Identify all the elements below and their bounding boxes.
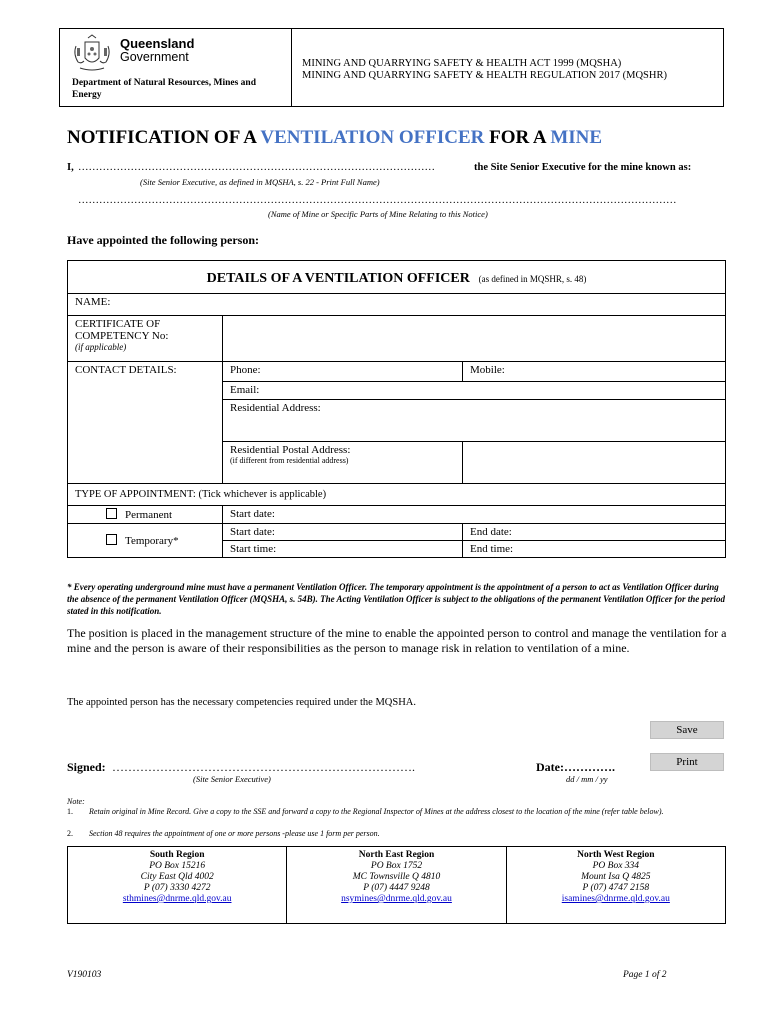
cert-label-2: COMPETENCY No:: [75, 330, 169, 342]
cert-input[interactable]: [223, 316, 726, 362]
temporary-end-time-label: End time:: [470, 543, 514, 555]
region-city: City East Qld 4002: [140, 872, 214, 882]
temporary-end-date-field[interactable]: [463, 524, 726, 541]
title-part-2: VENTILATION OFFICER: [260, 127, 485, 148]
title-part-1: NOTIFICATION OF A: [67, 127, 261, 148]
temporary-label: Temporary*: [125, 535, 179, 547]
temporary-option[interactable]: [68, 524, 223, 558]
region-name: North East Region: [358, 850, 435, 860]
temporary-checkbox[interactable]: [106, 534, 117, 545]
details-heading: [68, 261, 726, 294]
note-1: Retain original in Mine Record. Give a copy to the SSE and forward a copy to the Regional Inspector of Mines at the address closest to the location of the mine (refer table below).: [89, 807, 664, 816]
region-city: Mount Isa Q 4825: [581, 872, 651, 882]
act-line-2: MINING AND QUARRYING SAFETY & HEALTH REGULATION 2017 (MQSHR): [302, 70, 667, 81]
cert-label-cell: [68, 316, 223, 362]
signed-caption: (Site Senior Executive): [193, 774, 271, 784]
mine-name-field[interactable]: ………………………………………………………………………………………………………………………………………………………: [78, 195, 677, 206]
region-box: PO Box 15216: [149, 861, 206, 871]
details-heading-title: DETAILS OF A VENTILATION OFFICER: [206, 271, 470, 286]
details-heading-note: (as defined in MQSHR, s. 48): [478, 274, 587, 284]
page-number: Page 1 of 2: [623, 970, 667, 980]
postal-note: (if different from residential address): [230, 456, 349, 465]
details-table: [67, 260, 726, 558]
date-caption: dd / mm / yy: [566, 774, 608, 784]
region-email-link[interactable]: sthmines@dnrme.qld.gov.au: [122, 894, 232, 904]
temporary-start-time-field[interactable]: [223, 541, 463, 558]
sse-caption: (Site Senior Executive, as defined in MQSHA, s. 22 - Print Full Name): [140, 177, 380, 187]
region-north-west: [506, 847, 725, 924]
competency-paragraph: The appointed person has the necessary competencies required under the MQSHA.: [67, 697, 417, 708]
version-label: V190103: [67, 970, 102, 980]
note-2: Section 48 requires the appointment of one or more persons -please use 1 form per person.: [89, 829, 380, 838]
residential-label: Residential Address:: [230, 402, 321, 414]
appointment-type-heading: [68, 484, 726, 506]
title-part-3: FOR A: [484, 127, 551, 148]
permanent-option[interactable]: [68, 506, 223, 524]
region-box: PO Box 334: [592, 861, 640, 871]
header-department-box: [59, 28, 292, 107]
permanent-start-date-label: Start date:: [230, 508, 275, 520]
phone-field[interactable]: [223, 362, 463, 382]
region-city: MC Townsville Q 4810: [352, 872, 441, 882]
act-line-1: MINING AND QUARRYING SAFETY & HEALTH ACT 1999 (MQSHA): [302, 58, 622, 69]
notes-heading: Note:: [67, 797, 85, 806]
temporary-end-time-field[interactable]: [463, 541, 726, 558]
region-north-east: [287, 847, 506, 924]
permanent-label: Permanent: [125, 509, 173, 521]
region-email-link[interactable]: nsymines@dnrme.qld.gov.au: [341, 894, 452, 904]
gov-name: Queensland: [120, 36, 195, 51]
page-title: [67, 127, 602, 149]
cert-note: (if applicable): [75, 342, 127, 352]
region-phone: P (07) 4747 2158: [582, 883, 650, 893]
phone-label: Phone:: [230, 364, 261, 376]
contact-label-cell: [68, 362, 223, 484]
region-box: PO Box 1752: [370, 861, 423, 871]
name-field[interactable]: [68, 294, 726, 316]
mobile-field[interactable]: [463, 362, 726, 382]
title-part-4: MINE: [550, 127, 603, 148]
position-paragraph: The position is placed in the management structure of the mine to enable the appointed person to control and manage the ventilation for a mine and the person is aware of their responsibilities as the person to manage risk in relation to ventilation of a mine.: [67, 626, 727, 655]
residential-address-field[interactable]: [223, 400, 726, 442]
note-2-number: 2.: [67, 829, 73, 838]
region-email-link[interactable]: isamines@dnrme.qld.gov.au: [561, 894, 670, 904]
name-label: NAME:: [75, 296, 111, 308]
temporary-end-date-label: End date:: [470, 526, 512, 538]
postal-label-cell: [223, 442, 463, 484]
regions-table: [67, 846, 726, 924]
department-name: Department of Natural Resources, Mines and Energy: [72, 78, 256, 100]
mobile-label: Mobile:: [470, 364, 505, 376]
region-south: [68, 847, 287, 924]
date-field[interactable]: Date:………….: [536, 760, 615, 774]
save-button[interactable]: Save: [650, 721, 724, 739]
email-label: Email:: [230, 384, 260, 396]
signed-label: Signed:: [67, 760, 106, 774]
gov-sub: Government: [120, 50, 189, 64]
email-field[interactable]: [223, 382, 726, 400]
appointed-label: Have appointed the following person:: [67, 233, 260, 247]
appointment-type-label: TYPE OF APPOINTMENT: (Tick whichever is applicable): [75, 489, 327, 500]
note-1-number: 1.: [67, 807, 73, 816]
queensland-coat-of-arms-icon: [68, 34, 116, 74]
postal-label: Residential Postal Address:: [230, 444, 351, 456]
mine-caption: (Name of Mine or Specific Parts of Mine Relating to this Notice): [268, 209, 488, 219]
permanent-start-date-field[interactable]: [223, 506, 726, 524]
sse-label: the Site Senior Executive for the mine known as:: [474, 162, 692, 173]
region-phone: P (07) 3330 4272: [143, 883, 211, 893]
temporary-start-date-field[interactable]: [223, 524, 463, 541]
region-name: South Region: [149, 850, 205, 860]
region-phone: P (07) 4447 9248: [363, 883, 430, 893]
postal-address-input[interactable]: [463, 442, 726, 484]
temporary-start-date-label: Start date:: [230, 526, 275, 538]
footnote: * Every operating underground mine must have a permanent Ventilation Officer. The temporary appointment is the appointment of a person to act as Ventilation Officer during the absence of the permanent Ventilation Officer (MQSHA, s. 54B). The Acting Ventilation Officer is subject to the obligations of the permanent Ventilation Officer for the period stated in this notification.: [67, 582, 725, 616]
contact-label: CONTACT DETAILS:: [75, 364, 177, 376]
sse-name-field[interactable]: …………………………………………………………………………………………: [78, 162, 435, 173]
header-act-box: [292, 28, 724, 107]
region-name: North West Region: [577, 850, 655, 860]
signature-field[interactable]: ………………………………………………………………….: [112, 760, 415, 774]
cert-label-1: CERTIFICATE OF: [75, 318, 161, 330]
temporary-start-time-label: Start time:: [230, 543, 277, 555]
i-label: I,: [67, 162, 74, 173]
print-button[interactable]: Print: [650, 753, 724, 771]
permanent-checkbox[interactable]: [106, 508, 117, 519]
